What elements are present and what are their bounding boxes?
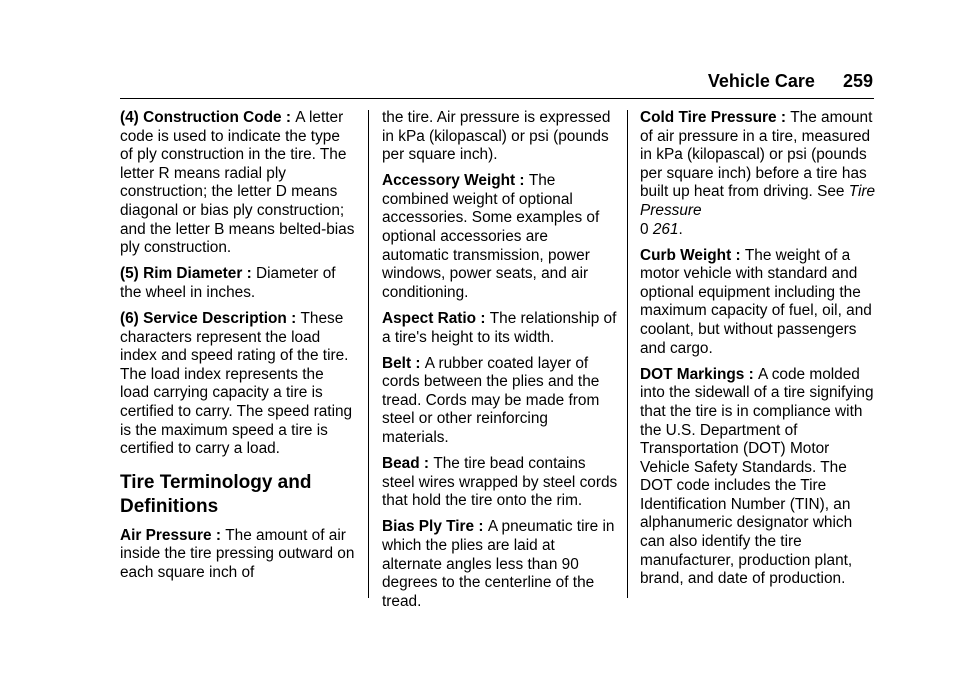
definition-term: Cold Tire Pressure [640, 109, 777, 126]
definition-term: Curb Weight [640, 246, 732, 264]
definition-entry: Accessory Weight : The combined weight of optional accessories. Some examples of optional accessories are automatic transmission, power windows, power seats, and air conditioning. [382, 172, 600, 301]
column-right [640, 109, 876, 596]
definition-term: (4) Construction Code [120, 109, 282, 126]
definition-text: A pneumatic tire in which the plies are laid at alternate angles less than 90 degrees to the centerline of the tread. [382, 518, 615, 610]
definition-term: Bias Ply Tire [382, 518, 475, 536]
cross-reference-page[interactable]: 261 [652, 220, 679, 238]
definition-text: The combined weight of optional accessories. Some examples of optional accessories are automatic transmission, power windows, power seats, and air conditioning. [382, 172, 600, 301]
definition-text: The tire bead contains steel wires wrapped by steel cords that hold the tire onto the rim. [382, 455, 618, 510]
column-left [120, 109, 356, 590]
definition-term: Aspect Ratio [382, 309, 477, 327]
definition-entry: Cold Tire Pressure : The amount of air pressure in a tire, measured in kPa (kilopascal) or psi (pounds per square inch) before a tire has built up heat from driving. See Tire Pressure 0 261. [640, 109, 876, 238]
definition-entry: Bead : The tire bead contains steel wires wrapped by steel cords that hold the tire onto the rim. [382, 455, 618, 510]
page-number: 259 [842, 71, 873, 91]
definition-term: Bead [382, 455, 420, 473]
definition-text: The amount of air pressure in a tire, measured in kPa (kilopascal) or psi (pounds per square inch) before a tire has built up heat from driving. See [640, 109, 873, 201]
cross-reference-link[interactable]: Tire Pressure [640, 183, 876, 219]
column-middle [382, 109, 618, 619]
definition-entry: Aspect Ratio : The relationship of a tire's height to its width. [382, 309, 617, 346]
definition-text: These characters represent the load index and speed rating of the tire. The load index represents the load carrying capacity a tire is certified to carry. The speed rating is the maximum speed a tire is certified to carry a load. [120, 309, 353, 458]
page-header [708, 71, 873, 92]
definition-text: A letter code is used to indicate the type of ply construction in the tire. The letter R means radial ply construction; the letter D means diagonal or bias ply construction; and the letter B means belted-bias ply construction. [120, 109, 355, 257]
definition-entry: Curb Weight : The weight of a motor vehicle with standard and optional equipment including the maximum capacity of fuel, oil, and coolant, but without passengers and cargo. [640, 246, 872, 357]
continued-text: the tire. Air pressure is expressed in kPa (kilopascal) or psi (pounds per square inch). [382, 109, 611, 164]
page-reference-icon: 0 [640, 220, 649, 238]
definition-text: A code molded into the sidewall of a tire signifying that the tire is in compliance with the U.S. Department of Transportation (DOT) Motor Vehicle Safety Standards. The DOT code includes the Tire Identification Number (TIN), an alphanumeric designator which can also identify the tire manufacturer, production plant, brand, and date of production. [640, 365, 874, 588]
definition-entry: DOT Markings : A code molded into the sidewall of a tire signifying that the tire is in compliance with the U.S. Department of Transportation (DOT) Motor Vehicle Safety Standards. The DOT code includes the Tire Identification Number (TIN), an alphanumeric designator which can also identify the tire manufacturer, production plant, brand, and date of production. [640, 365, 874, 588]
definition-entry: (4) Construction Code : A letter code is used to indicate the type of ply construction in the tire. The letter R means radial ply construction; the letter D means diagonal or bias ply construction; and the letter B means belted-bias ply construction. [120, 109, 355, 257]
definition-entry: (5) Rim Diameter : Diameter of the wheel in inches. [120, 265, 336, 301]
definition-term: (5) Rim Diameter [120, 265, 243, 283]
definition-text: Diameter of the wheel in inches. [120, 265, 336, 301]
definition-entry: Air Pressure : The amount of air inside the tire pressing outward on each square inch of [120, 526, 355, 581]
definition-term: DOT Markings [640, 365, 745, 383]
column-divider [627, 110, 628, 598]
section-heading: Tire Terminology and Definitions [120, 471, 312, 517]
definition-term: Belt [382, 354, 412, 372]
column-divider [368, 110, 369, 598]
definition-text: A rubber coated layer of cords between the plies and the tread. Cords may be made from steel or other reinforcing materials. [382, 354, 600, 446]
definition-text: The amount of air inside the tire pressing outward on each square inch of [120, 526, 355, 581]
section-title: Vehicle Care [707, 71, 815, 91]
definition-term: Accessory Weight [382, 172, 516, 190]
definition-term: Air Pressure [120, 526, 212, 544]
definition-text: The weight of a motor vehicle with standard and optional equipment including the maximum capacity of fuel, oil, and coolant, but without passengers and cargo. [640, 246, 872, 357]
header-rule [120, 98, 874, 99]
definition-text: The relationship of a tire's height to its width. [382, 309, 617, 346]
definition-term: (6) Service Description [120, 309, 287, 327]
definition-entry: (6) Service Description : These characters represent the load index and speed rating of the tire. The load index represents the load carrying capacity a tire is certified to carry. The speed rating is the maximum speed a tire is certified to carry a load. [120, 309, 353, 458]
definition-entry: Bias Ply Tire : A pneumatic tire in which the plies are laid at alternate angles less than 90 degrees to the centerline of the tread. [382, 518, 615, 610]
definition-entry: Belt : A rubber coated layer of cords between the plies and the tread. Cords may be made from steel or other reinforcing materials. [382, 354, 600, 446]
